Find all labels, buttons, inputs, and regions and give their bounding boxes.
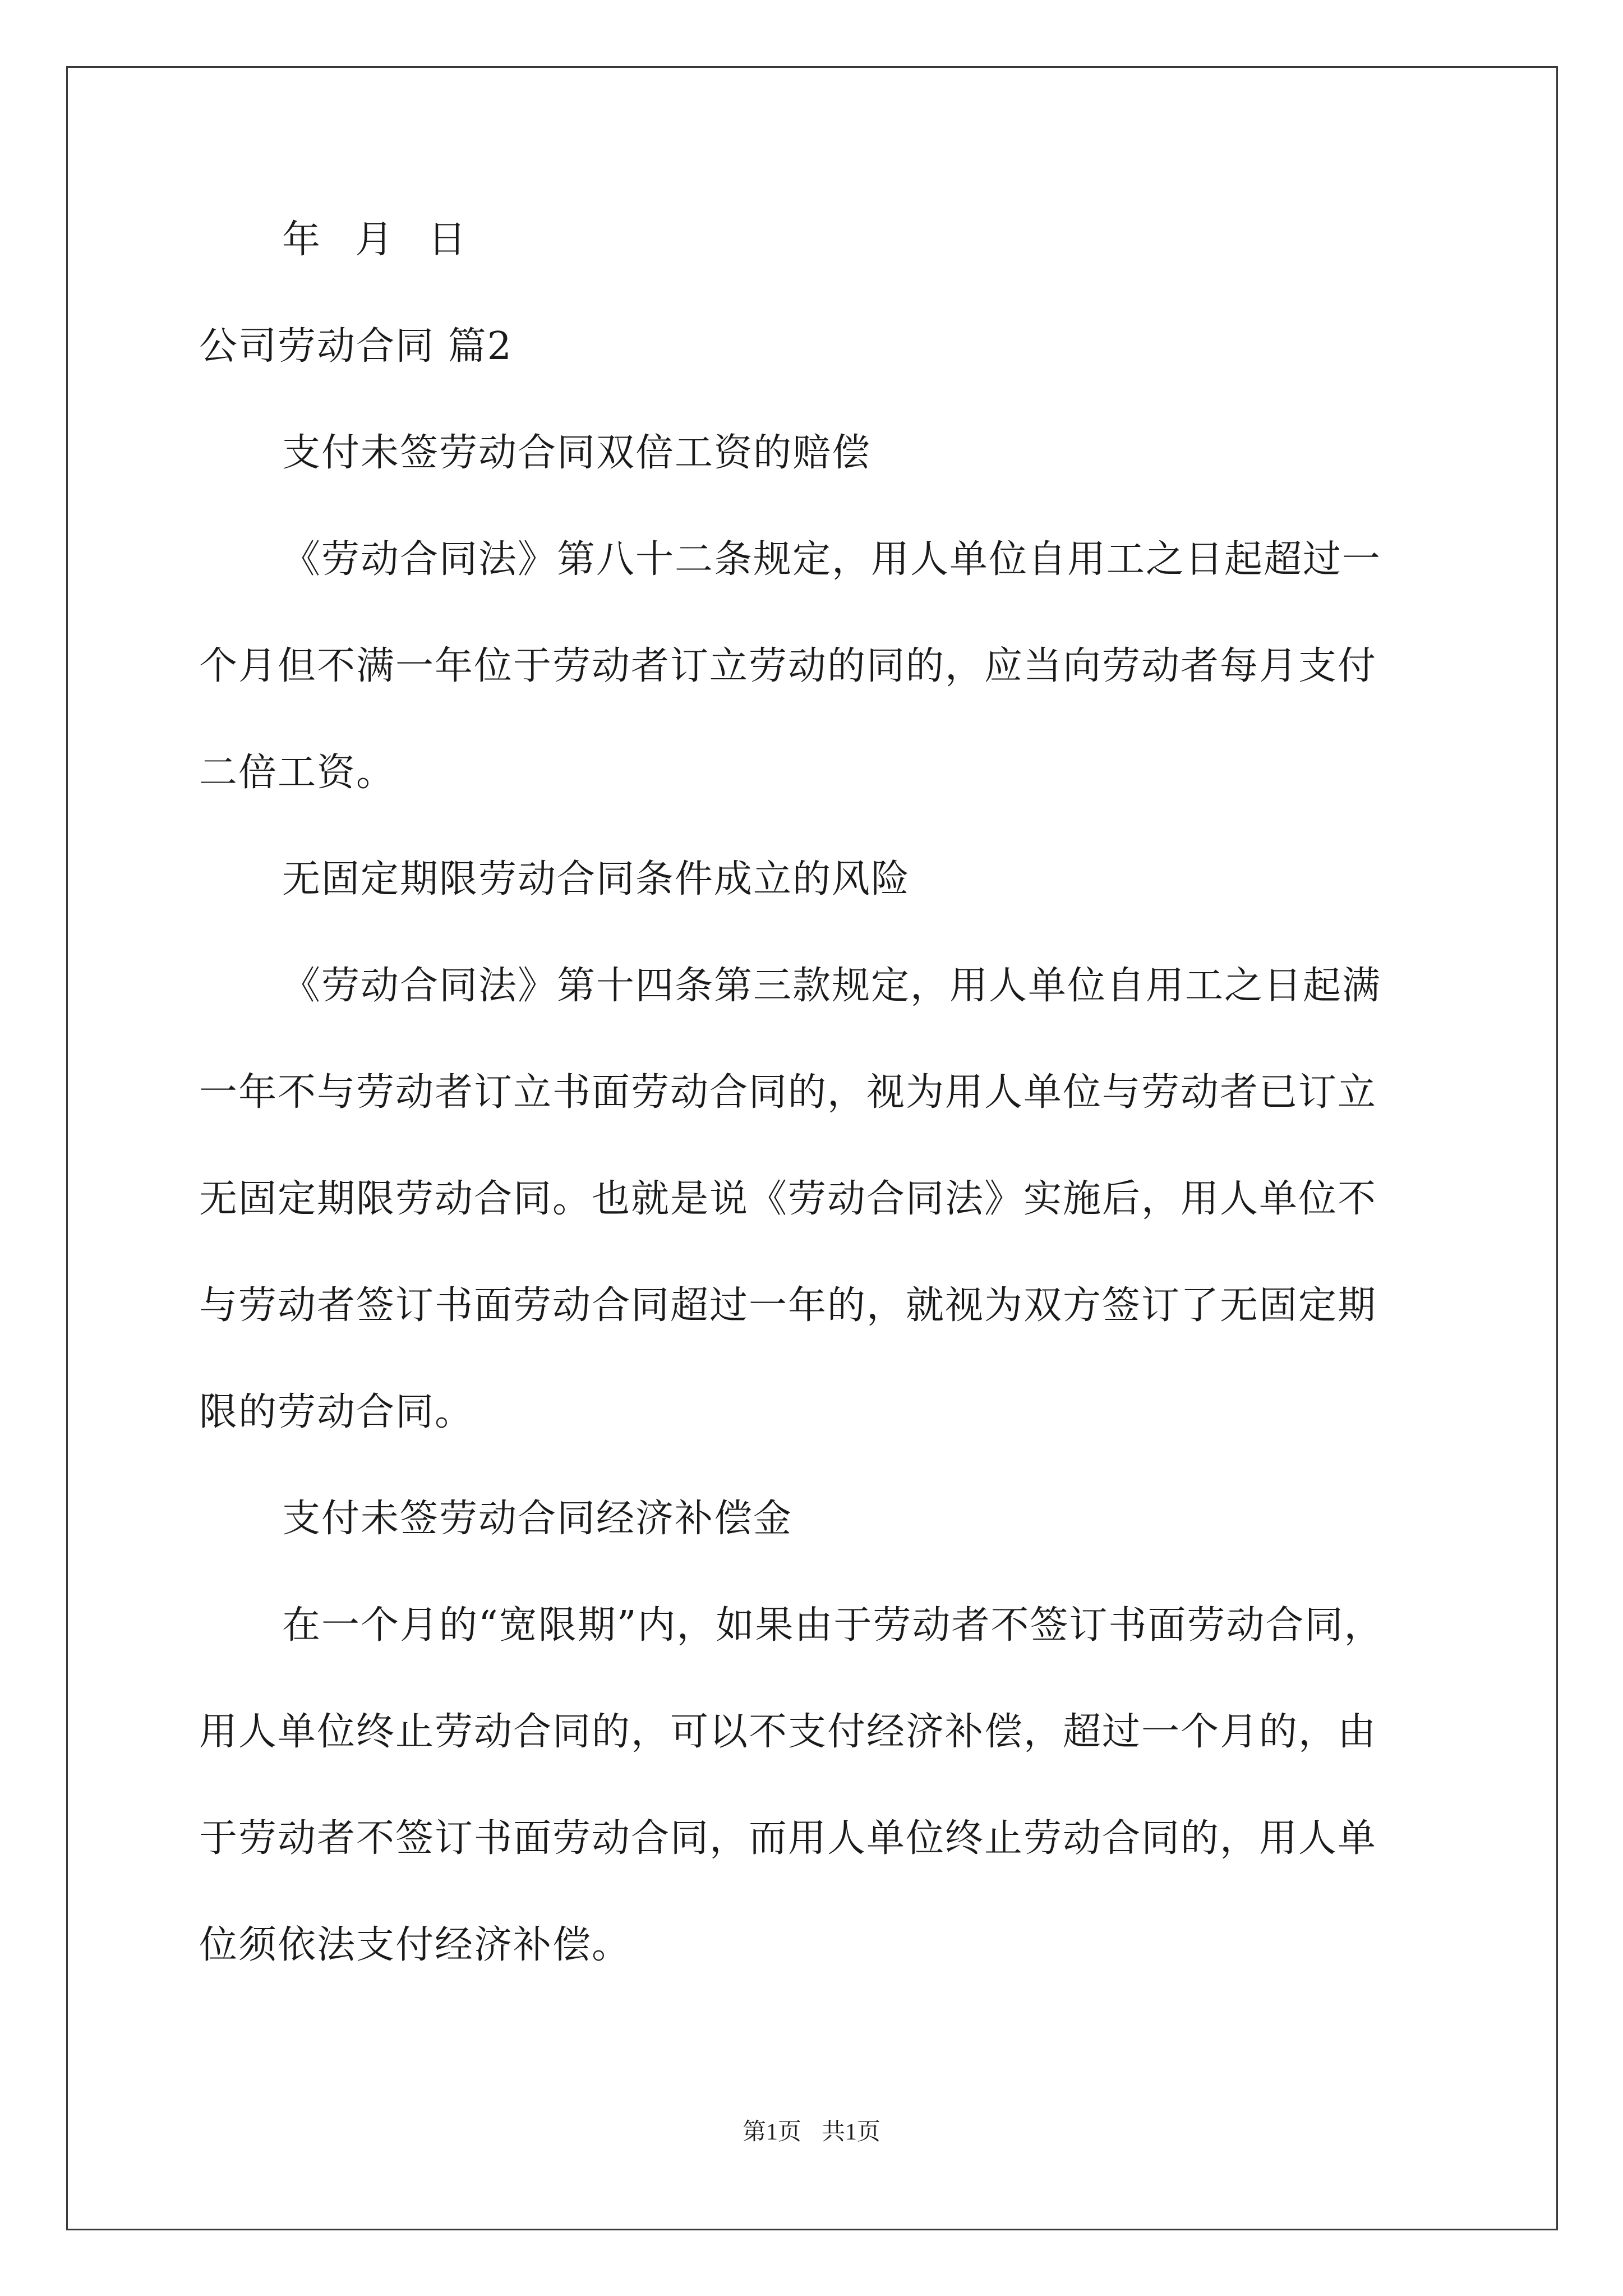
body-text-line: 《劳动合同法》第八十二条规定，用人单位自用工之日起超过一	[282, 537, 1382, 582]
body-text-line: 于劳动者不签订书面劳动合同，而用人单位终止劳动合同的，用人单	[199, 1816, 1377, 1861]
body-text-line: 支付未签劳动合同经济补偿金	[282, 1497, 793, 1541]
body-text-line: 与劳动者签订书面劳动合同超过一年的，就视为双方签订了无固定期	[199, 1283, 1377, 1328]
body-text-line: 二倍工资。	[199, 751, 396, 795]
page-border	[66, 66, 1558, 2230]
body-text-line: 限的劳动合同。	[199, 1390, 474, 1434]
section-heading: 公司劳动合同 篇2	[199, 324, 513, 369]
body-text-line: 用人单位终止劳动合同的，可以不支付经济补偿，超过一个月的，由	[199, 1710, 1377, 1754]
body-text-line: 《劳动合同法》第十四条第三款规定，用人单位自用工之日起满	[282, 964, 1382, 1008]
body-text-line: 无固定期限劳动合同条件成立的风险	[282, 857, 911, 901]
date-year: 年	[282, 218, 322, 262]
page-total: 共1页	[822, 2119, 881, 2145]
body-text-line: 一年不与劳动者订立书面劳动合同的，视为用人单位与劳动者已订立	[199, 1070, 1377, 1115]
body-text-line: 支付未签劳动合同双倍工资的赔偿	[282, 431, 872, 475]
body-text-line: 位须依法支付经济补偿。	[199, 1923, 631, 1967]
body-text-line: 在一个月的“宽限期”内，如果由于劳动者不签订书面劳动合同，	[282, 1603, 1384, 1648]
page-number: 第1页	[742, 2119, 801, 2145]
page-footer	[0, 2118, 1623, 2146]
date-line	[282, 218, 501, 263]
date-day: 日	[428, 218, 468, 262]
body-text-line: 个月但不满一年位于劳动者订立劳动的同的，应当向劳动者每月支付	[199, 644, 1377, 688]
body-text-line: 无固定期限劳动合同。也就是说《劳动合同法》实施后，用人单位不	[199, 1177, 1377, 1221]
date-month: 月	[355, 218, 395, 262]
